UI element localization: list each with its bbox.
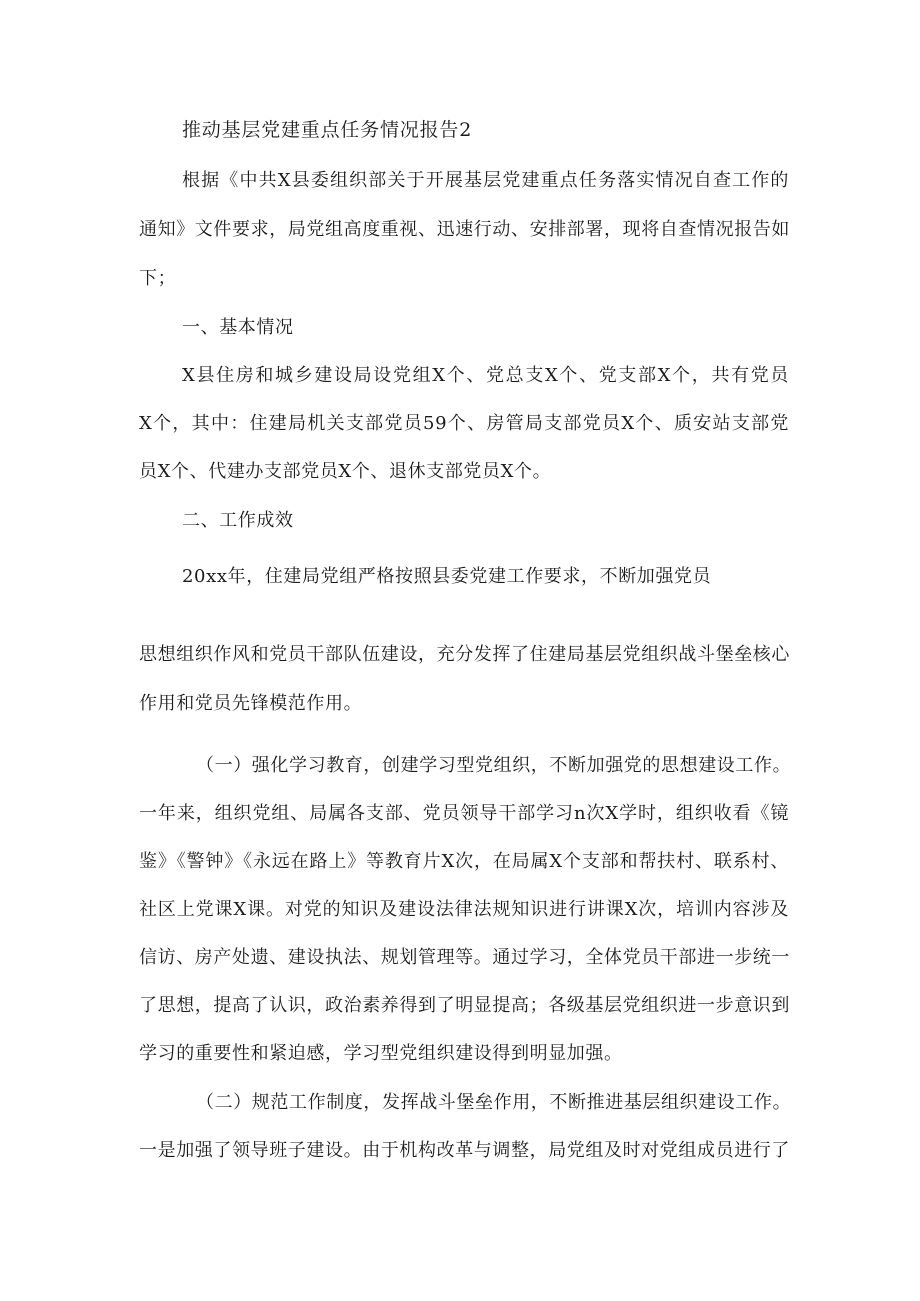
- text-line: X县住房和城乡建设局设党组X个、党总支X个、党支部X个，共有党员: [182, 365, 789, 386]
- text-line: 下；: [139, 268, 177, 289]
- text-line: X个，其中：住建局机关支部党员59个、房管局支部党员X个、质安站支部党: [139, 413, 789, 434]
- text-line: 信访、房产处遗、建设执法、规划管理等。通过学习，全体党员干部进一步统一: [139, 947, 790, 968]
- document-title: 推动基层党建重点任务情况报告2: [182, 119, 473, 141]
- text-line: 学习的重要性和紧迫感，学习型党组织建设得到明显加强。: [139, 1043, 623, 1064]
- text-line: 20xx年，住建局党组严格按照县委党建工作要求，不断加强党员: [182, 566, 712, 587]
- text-line: 一是加强了领导班子建设。由于机构改革与调整，局党组及时对党组成员进行了: [139, 1140, 790, 1161]
- text-line: 社区上党课X课。对党的知识及建设法律法规知识进行讲课X次，培训内容涉及: [139, 899, 789, 920]
- text-line: 员X个、代建办支部党员X个、退休支部党员X个。: [139, 461, 552, 482]
- text-line: 根据《中共X县委组织部关于开展基层党建重点任务落实情况自查工作的: [182, 170, 789, 191]
- text-line: 通知》文件要求，局党组高度重视、迅速行动、安排部署，现将自查情况报告如: [139, 219, 790, 240]
- section-heading: 一、基本情况: [182, 317, 294, 338]
- text-line: 鉴》《警钟》《永远在路上》等教育片X次，在局属X个支部和帮扶村、联系村、: [139, 851, 789, 872]
- text-line: 一年来，组织党组、局属各支部、党员领导干部学习n次X学时，组织收看《镜: [139, 803, 789, 824]
- text-line: 了思想，提高了认识，政治素养得到了明显提高；各级基层党组织进一步意识到: [139, 995, 790, 1016]
- subsection-heading: （一）强化学习教育，创建学习型党组织，不断加强党的思想建设工作。: [196, 755, 792, 776]
- section-heading: 二、工作成效: [182, 510, 294, 531]
- subsection-heading: （二）规范工作制度，发挥战斗堡垒作用，不断推进基层组织建设工作。: [196, 1092, 792, 1113]
- text-line: 作用和党员先锋模范作用。: [139, 693, 363, 714]
- text-line: 思想组织作风和党员干部队伍建设，充分发挥了住建局基层党组织战斗堡垒核心: [139, 644, 790, 665]
